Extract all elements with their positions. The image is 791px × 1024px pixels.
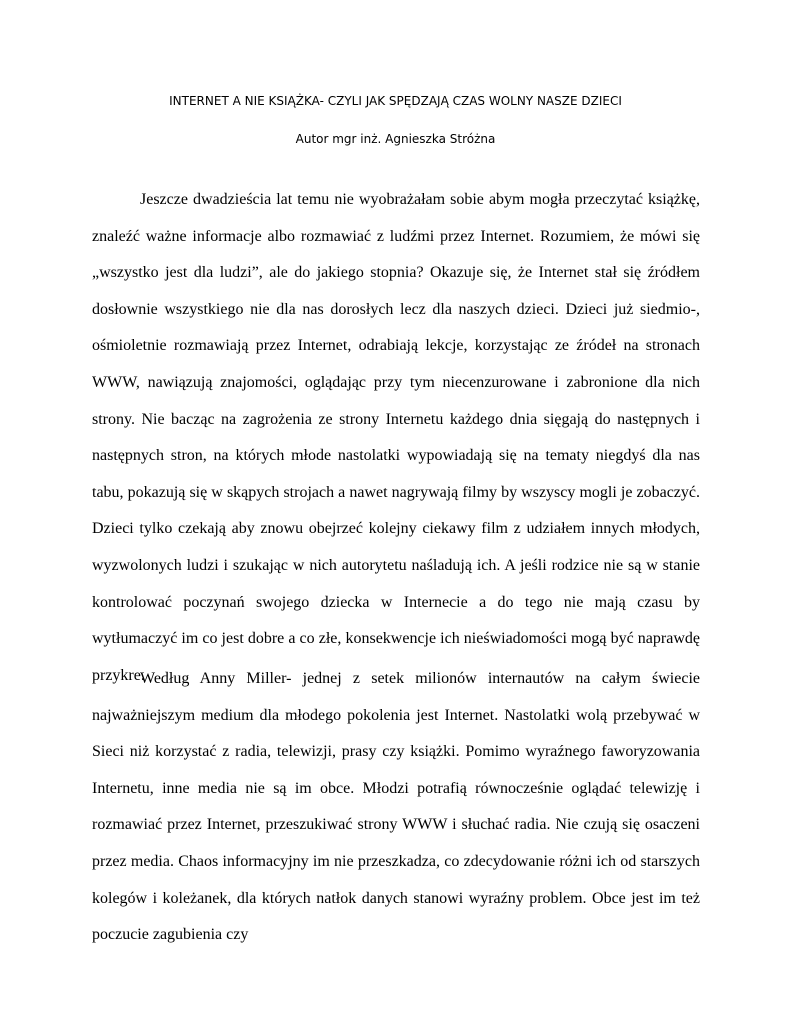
- paragraph-block-2: [92, 661, 700, 954]
- document-title: INTERNET A NIE KSIĄŻKA- CZYLI JAK SPĘDZAJĄ CZAS WOLNY NASZE DZIECI: [169, 94, 622, 108]
- paragraph-1: Jeszcze dwadzieścia lat temu nie wyobrażałam sobie abym mogła przeczytać książkę, znaleźć ważne informacje albo rozmawiać z ludźmi przez Internet. Rozumiem, że mówi się „wszystko jest dla ludzi”, ale do jakiego stopnia? Okazuje się, że Internet stał się źródłem dosłownie wszystkiego nie dla nas dorosłych lecz dla naszych dzieci. Dzieci już siedmio-, ośmioletnie rozmawiają przez Internet, odrabiają lekcje, korzystając ze źródeł na stronach WWW, nawiązują znajomości, oglądając przy tym niecenzurowane i zabronione dla nich strony. Nie bacząc na zagrożenia ze strony Internetu każdego dnia sięgają do następnych i następnych stron, na których młode nastolatki wypowiadają się na tematy niegdyś dla nas tabu, pokazują się w skąpych strojach a nawet nagrywają filmy by wszyscy mogli je zobaczyć. Dzieci tylko czekają aby znowu obejrzeć kolejny ciekawy film z udziałem innych młodych, wyzwolonych ludzi i szukając w nich autorytetu naśladują ich. A jeśli rodzice nie są w stanie kontrolować poczynań swojego dziecka w Internecie a do tego nie mają czasu by wytłumaczyć im co jest dobre a co złe, konsekwencje ich nieświadomości mogą być naprawdę przykre.: [92, 191, 700, 684]
- document-author: Autor mgr inż. Agnieszka Stróżna: [295, 132, 496, 146]
- paragraph-2: Według Anny Miller- jednej z setek milionów internautów na całym świecie najważniejszym medium dla młodego pokolenia jest Internet. Nastolatki wolą przebywać w Sieci niż korzystać z radia, telewizji, prasy czy książki. Pomimo wyraźnego faworyzowania Internetu, inne media nie są im obce. Młodzi potrafią równocześnie oglądać telewizję i rozmawiać przez Internet, przeszukiwać strony WWW i słuchać radia. Nie czują się osaczeni przez media. Chaos informacyjny im nie przeszkadza, co zdecydowanie różni ich od starszych kolegów i koleżanek, dla których natłok danych stanowi wyraźny problem. Obce jest im też poczucie zagubienia czy: [92, 670, 700, 944]
- paragraph-block-1: [92, 182, 700, 694]
